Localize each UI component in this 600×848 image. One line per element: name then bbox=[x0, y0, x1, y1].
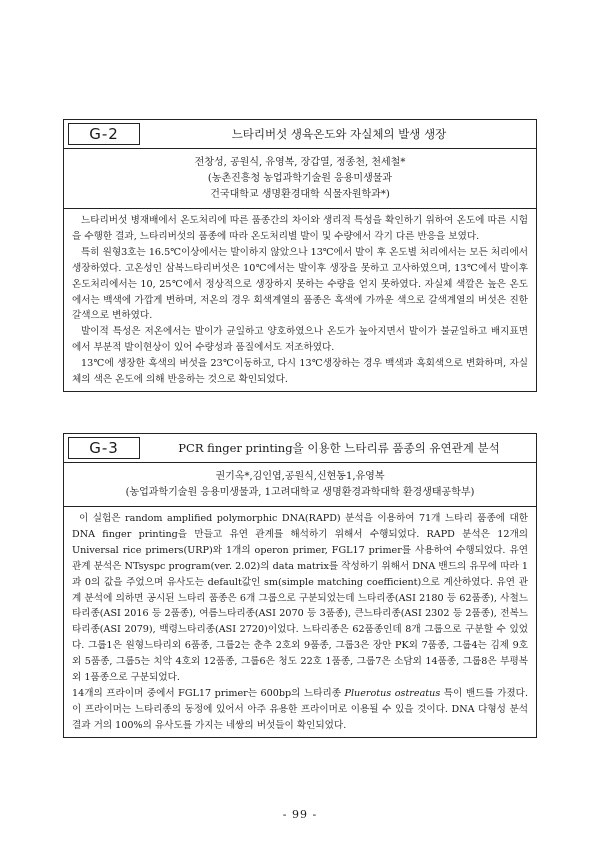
page-number: - 99 - bbox=[282, 808, 318, 821]
abstract-g2 bbox=[63, 119, 537, 392]
g3-code: G-3 bbox=[68, 437, 140, 459]
g3-authors-box bbox=[63, 462, 537, 507]
g2-paragraph: 13℃에 생장한 흑색의 버섯을 23℃이동하고, 다시 13℃생장하는 경우 백색과 흑회색으로 변화하며, 자실체의 색은 온도에 의해 반응하는 것으로 확인되었다. bbox=[72, 358, 528, 386]
g3-paragraph-2-start: 14개의 프라이머 중에서 FGL17 primer는 600bp의 느타리종 bbox=[72, 687, 345, 699]
g2-body bbox=[63, 209, 537, 392]
g2-affiliation-1: (농촌진흥청 농업과학기술원 응용미생물과 bbox=[207, 173, 393, 184]
g2-title: 느타리버섯 생육온도와 자실체의 발생 생장 bbox=[231, 127, 447, 141]
g2-authors: 전창성, 공원식, 유영복, 장갑열, 정종천, 천세철* bbox=[194, 157, 406, 168]
g2-title-bar bbox=[63, 119, 537, 148]
species-name: Pluerotus ostreatus bbox=[344, 687, 441, 699]
g2-paragraph: 느타리버섯 병재배에서 온도처리에 따른 품종간의 차이와 생리적 특성을 확인하기 위하여 온도에 따른 시험을 수행한 결과, 느타리버섯의 품종에 따라 온도처리별 발이 및 수량에서 각기 다른 반응을 보였다. bbox=[72, 215, 528, 242]
g3-authors: 권기옥*,김인엽,공원식,신현동1,유영복 bbox=[215, 471, 385, 482]
g3-title: PCR finger printing을 이용한 느타리류 품종의 유연관계 분석 bbox=[178, 441, 500, 455]
g2-paragraph: 발이적 특성은 저온에서는 발이가 균일하고 양호하였으나 온도가 높아지면서 발이가 불균일하고 배지표면에서 부분적 발이현상이 있어 수량성과 품질에서도 저조하였다. bbox=[72, 326, 528, 354]
g3-body bbox=[63, 507, 537, 738]
g2-authors-box bbox=[63, 148, 537, 209]
g3-paragraph-2-end: 특이 밴드를 가졌다. 이 프라이머는 느타리종의 동정에 있어서 아주 유용한 프라이머로 이용될 수 있을 것이다. DNA 다형성 분석 결과 거의 100%의 유사도를 가지는 네쌍의 버섯들이 확인되었다. bbox=[72, 687, 529, 731]
g3-title-bar bbox=[63, 433, 537, 462]
g3-paragraph-2 bbox=[72, 686, 528, 734]
g3-affiliation: (농업과학기술원 응용미생물과, 1고려대학교 생명환경과학대학 환경생태공학부) bbox=[125, 487, 475, 498]
g3-paragraph-1: 이 실험은 random amplified polymorphic DNA(RAPD) 분석을 이용하여 71개 느타리 품종에 대한 DNA finger printing을 만들고 유연 관계를 해석하기 위해서 수행되었다. RAPD 분석은 12개의 Universal rice primers(URP)와 1개의 operon primer, FGL17 primer를 사용하여 수행되었다. 유연 관계 분석은 NTsyspc program(ver. 2.02)의 data matrix를 작성하기 위해서 DNA 밴드의 유무에 따라 1과 0의 값을 주었으며 유사도는 default값인 sm(simple matching coefficient)으로 계산하였다. 유연 관계 분석에 의하면 공시된 느타리 품종은 6개 그룹으로 구분되었는데 느타리종(ASI 2180 등 62품종), 사철느타리종(ASI 2016 등 2품종), 여름느타리종(ASI 2070 등 3품종), 큰느타리종(ASI 2302 등 2품종), 전복느타리종(ASI 2079), 백령느타리종(ASI 2720)이었다. 느타리종은 62품종인데 8개 그룹으로 구분할 수 있었다. 그룹1은 원형느타리외 6품종, 그룹2는 춘추 2호외 9품종, 그룹3은 장안 PK외 7품종, 그룹4는 김제 9호외 5품종, 그룹5는 치악 4호외 12품종, 그룹6은 청도 22호 1품종, 그룹7은 소담외 14품종, 그룹8은 부평복외 1품종으로 구분되었다. bbox=[72, 513, 528, 684]
g2-affiliation-2: 건국대학교 생명환경대학 식물자원학과*) bbox=[210, 189, 390, 200]
g2-code: G-2 bbox=[68, 123, 140, 145]
abstract-g3 bbox=[63, 433, 537, 738]
g2-paragraph: 특히 원형3호는 16.5℃이상에서는 발이하지 않았으나 13℃에서 발이 후 온도별 처리에서는 모든 처리에서 생장하였다. 고온성인 삼복느타리버섯은 10℃에서는 발이후 생장을 못하고 고사하였으며, 13℃에서 발이후 온도처리에서는 10, 25℃에서 정상적으로 생장하지 못하는 수량을 얻지 못하였다. 자실체 색깔은 높은 온도에서는 백색에 가깝게 변하며, 저온의 경우 회색계열의 품종은 흑색에 가까운 색으로 갈색계열의 버섯은 진한 갈색으로 변하였다. bbox=[72, 246, 528, 322]
